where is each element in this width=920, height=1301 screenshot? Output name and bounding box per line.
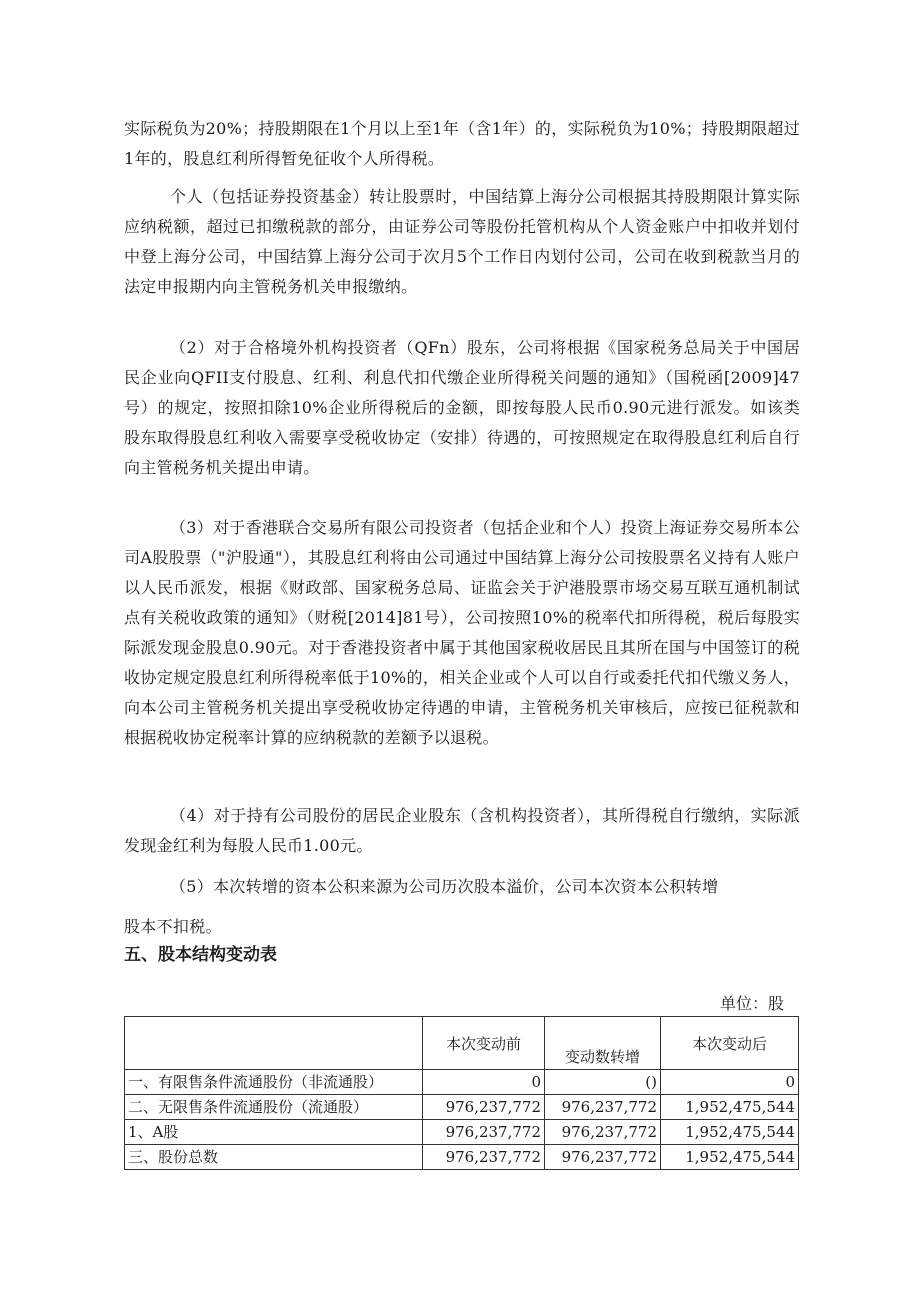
table-row — [125, 1070, 799, 1095]
unit-label: 单位：股 — [719, 994, 784, 1013]
cell-before: 976,237,772 — [423, 1145, 545, 1170]
cell-after: 1,952,475,544 — [661, 1145, 799, 1170]
section-heading: 五、股本结构变动表 — [124, 945, 277, 965]
row-label: 一、有限售条件流通股份（非流通股） — [125, 1070, 423, 1095]
header-after-change: 本次变动后 — [661, 1017, 799, 1070]
cell-after: 1,952,475,544 — [661, 1095, 799, 1120]
row-label: 三、股份总数 — [125, 1145, 423, 1170]
cell-before: 976,237,772 — [423, 1120, 545, 1145]
paragraph-tax-rate-continued: 实际税负为20%；持股期限在1个月以上至1年（含1年）的，实际税负为10%；持股期限超过1年的，股息红利所得暂免征收个人所得税。 — [124, 119, 800, 168]
table-header-row — [125, 1017, 799, 1070]
cell-change: () — [545, 1070, 661, 1095]
paragraph-capital-reserve-end: 股本不扣税。 — [124, 917, 222, 936]
table-row — [125, 1145, 799, 1170]
cell-before: 0 — [423, 1070, 545, 1095]
row-label: 二、无限售条件流通股份（流通股） — [125, 1095, 423, 1120]
cell-change: 976,237,772 — [545, 1145, 661, 1170]
share-structure-table — [124, 1016, 799, 1170]
cell-change: 976,237,772 — [545, 1120, 661, 1145]
table-row — [125, 1095, 799, 1120]
cell-after: 0 — [661, 1070, 799, 1095]
header-before-change: 本次变动前 — [423, 1017, 545, 1070]
header-change-amount: 变动数转增 — [545, 1017, 661, 1070]
cell-before: 976,237,772 — [423, 1095, 545, 1120]
table-row — [125, 1120, 799, 1145]
cell-after: 1,952,475,544 — [661, 1120, 799, 1145]
row-label: 1、A股 — [125, 1120, 423, 1145]
cell-change: 976,237,772 — [545, 1095, 661, 1120]
paragraph-resident-enterprise: （4）对于持有公司股份的居民企业股东（含机构投资者），其所得税自行缴纳，实际派发现金红利为每股人民币1.00元。 — [124, 806, 800, 855]
paragraph-individual-transfer: 个人（包括证券投资基金）转让股票时，中国结算上海分公司根据其持股期限计算实际应纳税额，超过已扣缴税款的部分，由证券公司等股份托管机构从个人资金账户中扣收并划付中登上海分公司，中国结算上海分公司于次月5个工作日内划付公司，公司在收到税款当月的法定申报期内向主管税务机关申报缴纳。 — [124, 187, 800, 296]
paragraph-hk-investors: （3）对于香港联合交易所有限公司投资者（包括企业和个人）投资上海证券交易所本公司A股股票（"沪股通"），其股息红利将由公司通过中国结算上海分公司按股票名义持有人账户以人民币派发，根据《财政部、国家税务总局、证监会关于沪港股票市场交易互联互通机制试点有关税收政策的通知》（财税[2014]81号），公司按照10%的税率代扣所得税，税后每股实际派发现金股息0.90元。对于香港投资者中属于其他国家税收居民且其所在国与中国签订的税收协定规定股息红利所得税率低于10%的，相关企业或个人可以自行或委托代扣代缴义务人，向本公司主管税务机关提出享受税收协定待遇的申请，主管税务机关审核后，应按已征税款和根据税收协定税率计算的应纳税款的差额予以退税。 — [124, 518, 800, 747]
paragraph-qfii-shareholders: （2）对于合格境外机构投资者（QFn）股东，公司将根据《国家税务总局关于中国居民企业向QFII支付股息、红利、利息代扣代缴企业所得税关问题的通知》（国税函[2009]47号）的规定，按照扣除10%企业所得税后的金额，即按每股人民币0.90元进行派发。如该类股东取得股息红利收入需要享受税收协定（安排）待遇的，可按照规定在取得股息红利后自行向主管税务机关提出申请。 — [124, 338, 800, 477]
header-item — [125, 1017, 423, 1070]
paragraph-capital-reserve: （5）本次转增的资本公积来源为公司历次股本溢价，公司本次资本公积转增 — [170, 877, 719, 896]
